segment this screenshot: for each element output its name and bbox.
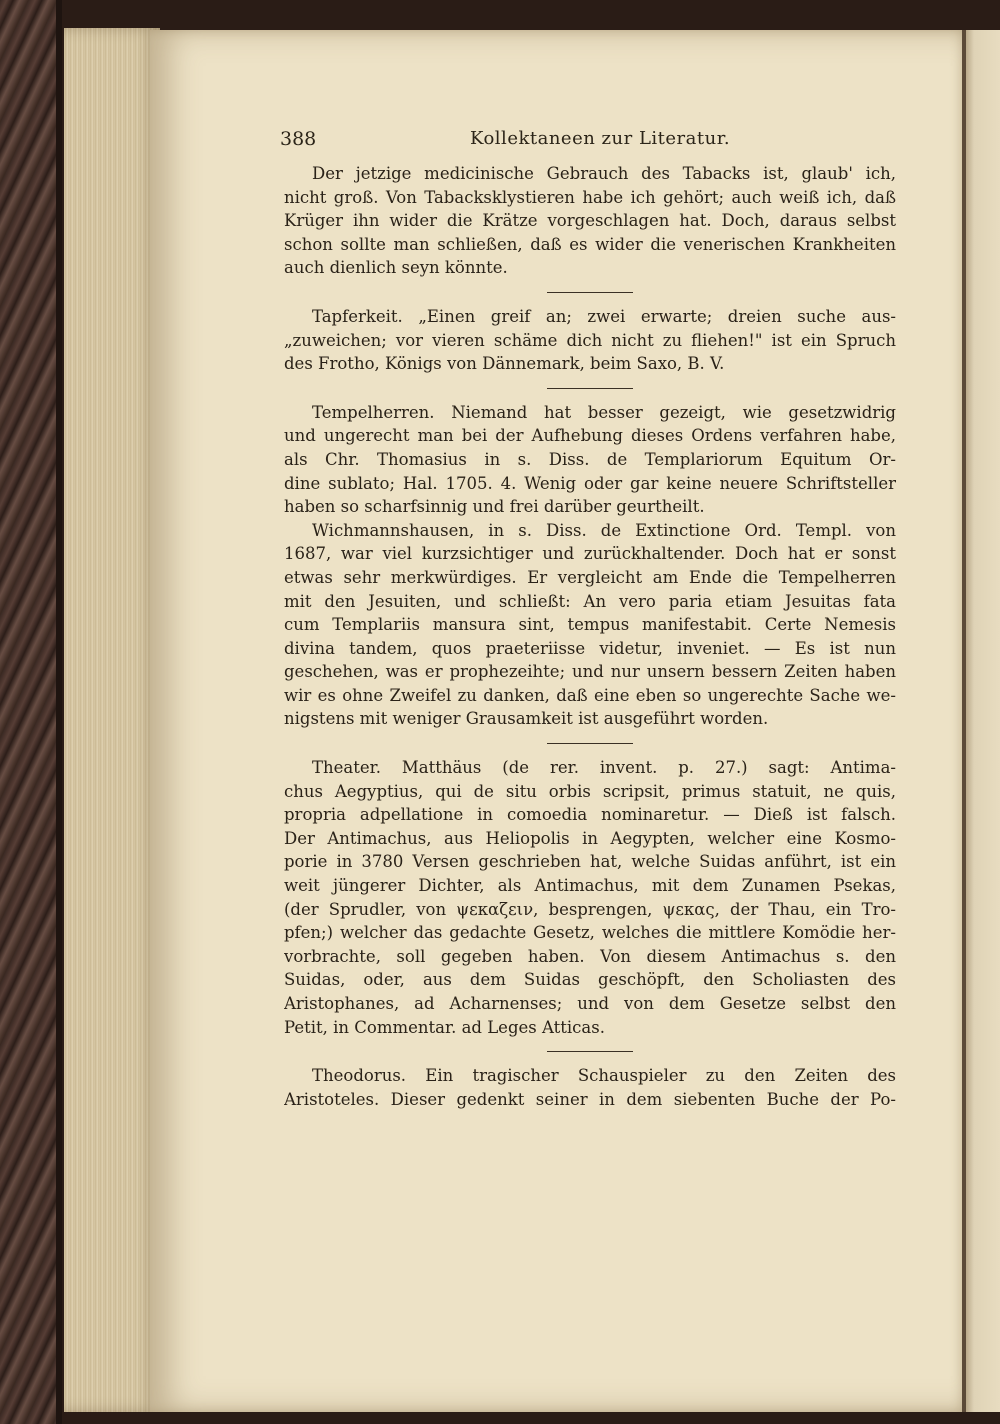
page-header (280, 128, 900, 158)
text-line: nigstens mit weniger Grausamkeit ist ausgeführt worden. (284, 709, 769, 729)
page-body (284, 162, 896, 1111)
text-line: etwas sehr merkwürdiges. Er vergleicht am Ende die Tempelherren (284, 567, 896, 587)
text-line: Aristoteles. Dieser gedenkt seiner in dem siebenten Buche der Po- (284, 1089, 896, 1109)
text-line: Theater. Matthäus (de rer. invent. p. 27.) sagt: Antima- (312, 758, 896, 778)
text-line: mit den Jesuiten, und schließt: An vero paria etiam Jesuitas fata (284, 591, 896, 611)
text-line: Petit, in Commentar. ad Leges Atticas. (284, 1017, 605, 1037)
text-line: Suidas, oder, aus dem Suidas geschöpft, den Scholiasten des (284, 970, 896, 990)
text-line: (der Sprudler, von ψεκαζειν, besprengen, ψεκας, der Thau, ein Tro- (284, 899, 896, 919)
text-line: Wichmannshausen, in s. Diss. de Extinctione Ord. Templ. von (312, 520, 896, 540)
page-edges (64, 28, 160, 1412)
text-line: Aristophanes, ad Acharnenses; und von dem Gesetze selbst den (284, 994, 896, 1013)
running-title: Kollektaneen zur Literatur. (470, 128, 731, 149)
text-line: pfen;) welcher das gedachte Gesetz, welches die mittlere Komödie her- (284, 923, 896, 943)
next-page-edge (966, 30, 1000, 1412)
text-line: wir es ohne Zweifel zu danken, daß eine eben so ungerechte Sache we- (284, 685, 896, 705)
text-line: als Chr. Thomasius in s. Diss. de Templariorum Equitum Or- (284, 449, 896, 469)
text-line: cum Templariis mansura sint, tempus manifestabit. Certe Nemesis (284, 615, 896, 635)
text-line: Tapferkeit. „Einen greif an; zwei erwarte; dreien suche aus- (312, 306, 896, 326)
section-divider (547, 292, 633, 293)
marbled-cover (0, 0, 60, 1424)
text-line: „zuweichen; vor vieren schäme dich nicht zu fliehen!" ist ein Spruch (284, 330, 896, 350)
text-line: haben so scharfsinnig und frei darüber geurtheilt. (284, 497, 705, 517)
text-line: Der jetzige medicinische Gebrauch des Tabacks ist, glaub' ich, (312, 164, 896, 183)
entry-theater (284, 756, 896, 1039)
text-line: und ungerecht man bei der Aufhebung dieses Ordens verfahren habe, (284, 426, 896, 446)
section-divider (547, 388, 633, 389)
page-number: 388 (280, 128, 317, 150)
text-line: chus Aegyptius, qui de situ orbis scripsit, primus statuit, ne quis, (284, 781, 896, 801)
text-line: geschehen, was er prophezeihte; und nur unsern bessern Zeiten haben (284, 662, 896, 682)
entry-tempelherren (284, 401, 896, 731)
text-line: Theodorus. Ein tragischer Schauspieler zu den Zeiten des (312, 1066, 896, 1086)
text-line: divina tandem, quos praeteriisse videtur, inveniet. — Es ist nun (284, 638, 896, 658)
text-line: 1687, war viel kurzsichtiger und zurückhaltender. Doch hat er sonst (284, 544, 896, 564)
paragraph-tobacco (284, 162, 896, 280)
text-line: schon sollte man schließen, daß es wider die venerischen Krankheiten (284, 234, 896, 254)
text-line: porie in 3780 Versen geschrieben hat, welche Suidas anführt, ist ein (284, 852, 896, 872)
text-line: vorbrachte, soll gegeben haben. Von diesem Antimachus s. den (284, 946, 896, 966)
cover-edge (56, 0, 62, 1424)
entry-tapferkeit (284, 305, 896, 376)
text-line: dine sublato; Hal. 1705. 4. Wenig oder gar keine neuere Schriftsteller (284, 473, 896, 493)
text-line: nicht groß. Von Tabacksklystieren habe ich gehört; auch weiß ich, daß (284, 187, 896, 207)
text-line: des Frotho, Königs von Dännemark, beim Saxo, B. V. (284, 354, 725, 374)
text-line: weit jüngerer Dichter, als Antimachus, mit dem Zunamen Psekas, (284, 876, 896, 896)
text-line: Der Antimachus, aus Heliopolis in Aegypten, welcher eine Kosmo- (284, 828, 896, 848)
text-line: Krüger ihn wider die Krätze vorgeschlagen hat. Doch, daraus selbst (284, 211, 896, 231)
text-line: auch dienlich seyn könnte. (284, 258, 508, 278)
section-divider (547, 1051, 633, 1052)
text-line: Tempelherren. Niemand hat besser gezeigt, wie gesetzwidrig (312, 402, 896, 422)
section-divider (547, 743, 633, 744)
entry-theodorus (284, 1064, 896, 1111)
text-line: propria adpellatione in comoedia nominaretur. — Dieß ist falsch. (284, 805, 896, 825)
